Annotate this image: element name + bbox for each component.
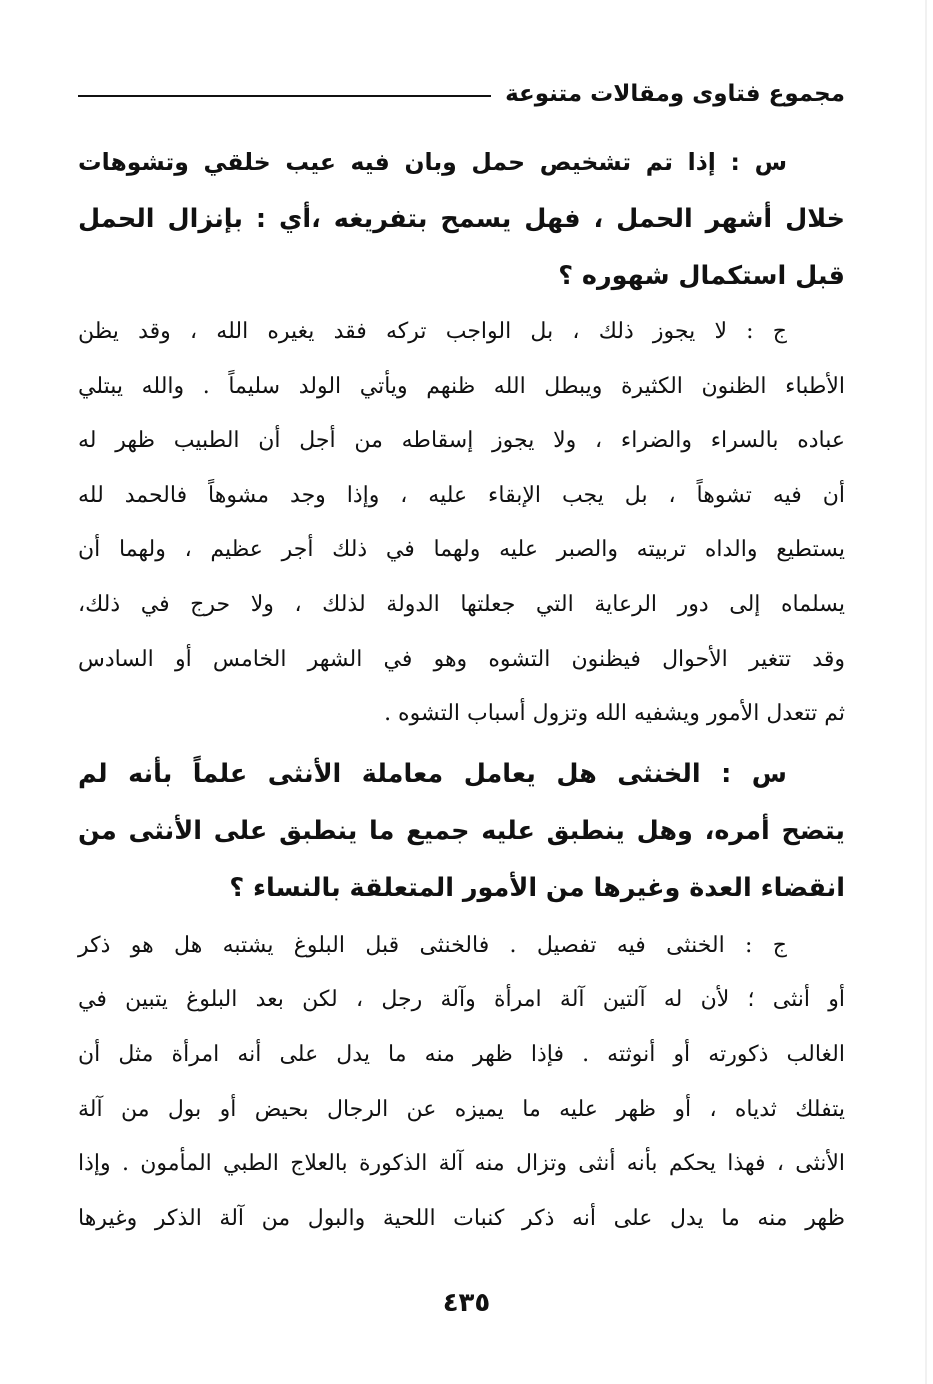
page-number: ٤٣٥: [442, 1288, 491, 1318]
answer-1-line: عباده بالسراء والضراء ، ولا يجوز إسقاطه من أجل أن الطبيب ظهر له: [78, 428, 845, 454]
header-rule: [78, 95, 491, 97]
book-title: مجموع فتاوى ومقالات متنوعة: [505, 81, 845, 107]
question-1-line: قبل استكمال شهوره ؟: [558, 261, 845, 291]
answer-2-line: الغالب ذكورته أو أنوثته . فإذا ظهر منه ما يدل على أنه امرأة مثل أن: [78, 1041, 845, 1067]
question-2-line: انقضاء العدة وغيرها من الأمور المتعلقة بالنساء ؟: [229, 872, 845, 903]
answer-2-line: أو أنثى ؛ لأن له آلتين آلة امرأة وآلة رجل ، لكن بعد البلوغ يتبين في: [78, 987, 845, 1013]
answer-2-line: ج : الخنثى فيه تفصيل . فالخنثى قبل البلوغ يشتبه هل هو ذكر: [78, 932, 787, 958]
running-header: [78, 74, 845, 114]
answer-1-line: الأطباء الظنون الكثيرة ويبطل الله ظنهم ويأتي الولد سليماً . والله يبتلي: [78, 373, 845, 399]
answer-1-line: أن فيه تشوهاً ، بل يجب الإبقاء عليه ، وإذا وجد مشوهاً فالحمد لله: [78, 482, 845, 508]
question-2-line: يتضح أمره، وهل ينطبق عليه جميع ما ينطبق على الأنثى من: [78, 815, 845, 846]
question-1-line: س : إذا تم تشخيص حمل وبان فيه عيب خلقي وتشوهات: [78, 148, 787, 176]
answer-2-line: يتفلك ثدياه ، أو ظهر عليه ما يميزه عن الرجال بحيض أو بول من آلة: [78, 1096, 845, 1122]
answer-1-line: يستطيع والداه تربيته والصبر عليه ولهما في ذلك أجر عظيم ، ولهما أن: [78, 537, 845, 563]
page-body: [78, 134, 845, 1246]
scan-edge: [925, 0, 927, 1384]
question-2: [78, 746, 845, 917]
answer-2: [78, 919, 845, 1247]
answer-1-line: ثم تتعدل الأمور ويشفيه الله وتزول أسباب التشوه .: [384, 701, 845, 727]
answer-1-line: وقد تتغير الأحوال فيظنون التشوه وهو في الشهر الخامس أو السادس: [78, 646, 845, 672]
question-1: [78, 134, 845, 305]
answer-1-line: يسلماه إلى دور الرعاية التي جعلتها الدولة لذلك ، ولا حرج في ذلك،: [78, 591, 845, 617]
answer-2-line: الأنثى ، فهذا يحكم بأنه أنثى وتزال منه آلة الذكورة بالعلاج الطبي المأمون . وإذا: [78, 1151, 845, 1177]
answer-1: [78, 305, 845, 742]
question-1-line: خلال أشهر الحمل ، فهل يسمح بتفريغه ،أي : بإنزال الحمل: [78, 204, 845, 234]
answer-1-line: ج : لا يجوز ذلك ، بل الواجب تركه فقد يغيره الله ، وقد يظن: [78, 319, 787, 344]
answer-2-line: ظهر منه ما يدل على أنه ذكر كنبات اللحية والبول من آلة الذكر وغيرها: [78, 1205, 845, 1231]
question-2-line: س : الخنثى هل يعامل معاملة الأنثى علماً بأنه لم: [78, 758, 787, 789]
